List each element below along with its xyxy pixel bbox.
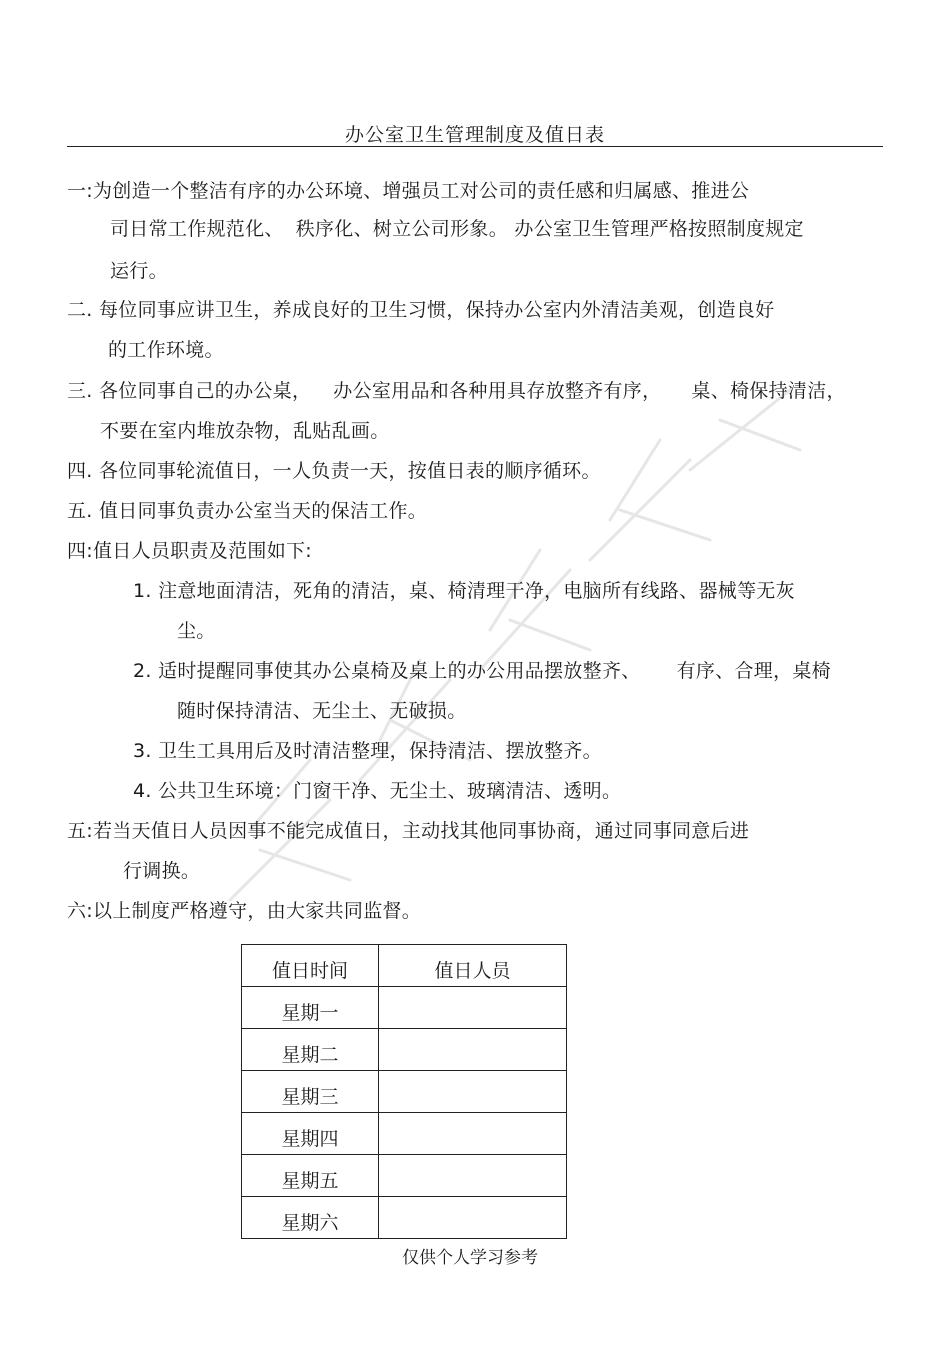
section-2-line-1: 二. 每位同事应讲卫生，养成良好的卫生习惯，保持办公室内外清洁美观，创造良好 (67, 299, 775, 321)
section-swap-line-1: 五:若当天值日人员因事不能完成值日，主动找其他同事协商，通过同事同意后进 (67, 820, 750, 842)
section-3-line-1a: 三. 各位同事自己的办公桌， (67, 380, 312, 402)
day-cell: 星期五 (242, 1155, 379, 1197)
duty-item-1-line-1: 1. 注意地面清洁，死角的清洁，桌、椅清理干净，电脑所有线路、器械等无灰 (133, 580, 795, 602)
table-row (242, 1155, 567, 1197)
day-cell: 星期一 (242, 987, 379, 1029)
section-1-line-2b: 秩序化、树立公司形象。 办公室卫生管理严格按照制度规定 (295, 218, 804, 240)
duty-item-2-line-2: 随时保持清洁、无尘土、无破损。 (177, 700, 467, 722)
section-3-line-2: 不要在室内堆放杂物，乱贴乱画。 (100, 420, 390, 442)
duty-item-2-line-1b: 有序、合理，桌椅 (676, 660, 831, 682)
person-cell[interactable] (379, 1029, 567, 1071)
footer-note: 仅供个人学习参考 (402, 1248, 538, 1268)
section-5-line: 五. 值日同事负责办公室当天的保洁工作。 (67, 500, 428, 522)
duty-item-1-line-2: 尘。 (177, 620, 216, 642)
section-1-line-2a: 司日常工作规范化、 (110, 218, 284, 240)
duties-heading: 四:值日人员职责及范围如下: (67, 540, 313, 562)
table-row (242, 1197, 567, 1239)
day-cell: 星期二 (242, 1029, 379, 1071)
section-1-line-3: 运行。 (110, 260, 168, 282)
table-row (242, 1029, 567, 1071)
person-cell[interactable] (379, 987, 567, 1029)
duty-table (241, 944, 567, 1239)
day-cell: 星期三 (242, 1071, 379, 1113)
title-rule (67, 146, 883, 147)
section-4-line: 四. 各位同事轮流值日，一人负责一天，按值日表的顺序循环。 (67, 460, 601, 482)
duty-item-2-line-1a: 2. 适时提醒同事使其办公桌椅及桌上的办公用品摆放整齐、 (133, 660, 641, 682)
person-cell[interactable] (379, 1155, 567, 1197)
table-row (242, 1113, 567, 1155)
table-row (242, 1071, 567, 1113)
day-cell: 星期六 (242, 1197, 379, 1239)
table-row (242, 987, 567, 1029)
person-cell[interactable] (379, 1197, 567, 1239)
section-3-line-1b: 办公室用品和各种用具存放整齐有序， (333, 380, 662, 402)
person-cell[interactable] (379, 1071, 567, 1113)
duty-table-header (242, 945, 567, 987)
header-duty-person: 值日人员 (379, 945, 567, 987)
page-title: 办公室卫生管理制度及值日表 (344, 124, 605, 146)
duty-item-4: 4. 公共卫生环境：门窗干净、无尘土、玻璃清洁、透明。 (133, 780, 622, 802)
section-6-line: 六:以上制度严格遵守，由大家共同监督。 (67, 900, 422, 922)
header-duty-time: 值日时间 (242, 945, 379, 987)
day-cell: 星期四 (242, 1113, 379, 1155)
duty-item-2-line-1 (133, 658, 831, 684)
section-3-line-1 (67, 378, 846, 404)
section-1-line-2 (110, 216, 804, 242)
person-cell[interactable] (379, 1113, 567, 1155)
duty-item-3: 3. 卫生工具用后及时清洁整理，保持清洁、摆放整齐。 (133, 740, 602, 762)
section-1-line-1: 一:为创造一个整洁有序的办公环境、增强员工对公司的责任感和归属感、推进公 (67, 180, 750, 202)
section-3-line-1c: 桌、椅保持清洁， (691, 380, 846, 402)
section-2-line-2: 的工作环境。 (108, 339, 224, 361)
section-swap-line-2: 行调换。 (123, 860, 201, 882)
